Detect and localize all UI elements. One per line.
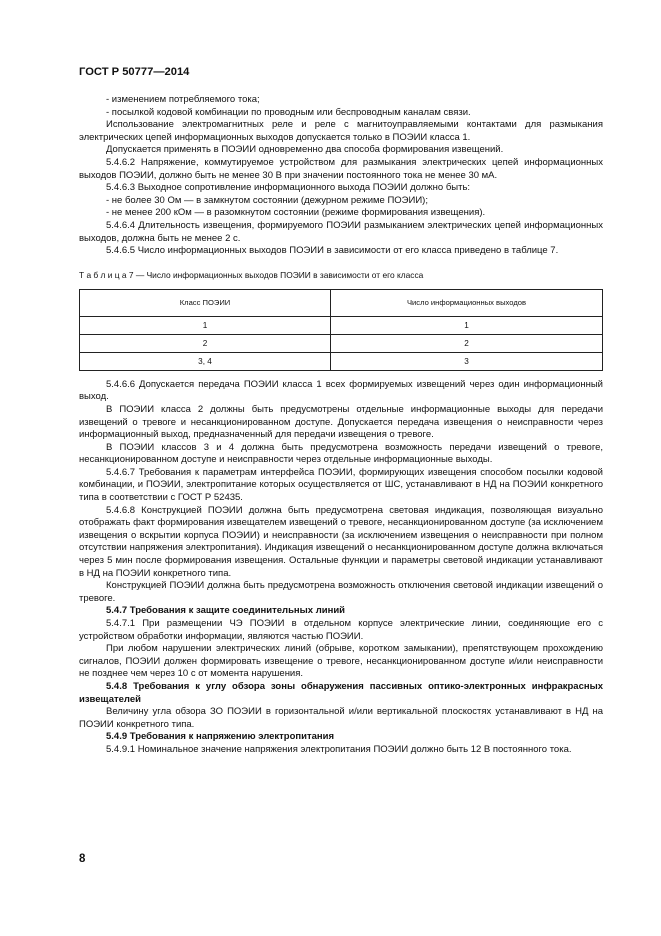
paragraph: В ПОЭИИ классов 3 и 4 должна быть предусмотрена возможность передачи извещений о тревоге, несанкционированном доступе и неисправности через отдельные информационные выходы.: [79, 441, 603, 466]
table-header-class: Класс ПОЭИИ: [80, 289, 331, 316]
paragraph: 5.4.6.8 Конструкцией ПОЭИИ должна быть предусмотрена световая индикация, позволяющая визуально отображать факт формирования извещателем извещений о тревоге, несанкционированном доступе (за исключением извещения о вскрытии корпуса ПОЭИИ) и неисправности (за исключением извещения о неисправности при полном отсутствии напряжения электропитания). Индикация извещений о несанкционированном доступе должна включаться через 5 мин после формирования извещения. Остальные функции и параметры световой индикации устанавливают в НД на ПОЭИИ конкретного типа.: [79, 504, 603, 579]
paragraph: 5.4.6.6 Допускается передача ПОЭИИ класса 1 всех формируемых извещений через один информационный выход.: [79, 378, 603, 403]
paragraphs-before-table: [79, 94, 603, 258]
paragraph: Величину угла обзора ЗО ПОЭИИ в горизонтальной и/или вертикальной плоскостях устанавливают в НД на ПОЭИИ конкретного типа.: [79, 706, 603, 730]
table-cell: 3: [331, 352, 603, 370]
document-header: ГОСТ Р 50777—2014: [79, 66, 190, 78]
section-heading: 5.4.7 Требования к защите соединительных линий: [106, 605, 346, 617]
paragraph: При любом нарушении электрических линий (обрыве, коротком замыкании), препятствующем прохождению сигналов, ПОЭИИ должен формировать извещение о тревоге, несанкционированном доступе и/или неисправности не позднее чем через 10 с от момента нарушения.: [79, 643, 603, 680]
paragraphs-after-table: [79, 379, 603, 757]
paragraph: - изменением потребляемого тока;: [106, 94, 260, 105]
paragraph: - не более 30 Ом — в замкнутом состоянии (дежурном режиме ПОЭИИ);: [106, 194, 428, 206]
paragraph: - не менее 200 кОм — в разомкнутом состоянии (режиме формирования извещения).: [106, 207, 486, 219]
section-heading: 5.4.8 Требования к углу обзора зоны обнаружения пассивных оптико-электронных инфракрасных извещателей: [79, 680, 603, 705]
paragraph: 5.4.6.3 Выходное сопротивление информационного выхода ПОЭИИ должно быть:: [106, 182, 471, 194]
table-row: [80, 352, 603, 370]
table-row: [80, 316, 603, 334]
paragraph: 5.4.7.1 При размещении ЧЭ ПОЭИИ в отдельном корпусе электрические линии, соединяющие его с устройством обработки информации, являются частью ПОЭИИ.: [79, 618, 603, 642]
table-cell: 3, 4: [80, 352, 331, 370]
paragraph: - посылкой кодовой комбинации по проводным или беспроводным каналам связи.: [106, 106, 471, 118]
table-7: [79, 289, 603, 371]
paragraph: 5.4.6.7 Требования к параметрам интерфейса ПОЭИИ, формирующих извещения способом посылки кодовой комбинации, и ПОЭИИ, электропитание которых осуществляется от ШС, устанавливают в НД на ПОЭИИ конкретного типа в соответствии с ГОСТ Р 52435.: [79, 466, 603, 504]
table-header-row: [80, 289, 603, 316]
table-row: [80, 334, 603, 352]
table-caption: Т а б л и ц а 7 — Число информационных выходов ПОЭИИ в зависимости от его класса: [79, 269, 424, 280]
paragraph: 5.4.6.4 Длительность извещения, формируемого ПОЭИИ размыканием электрических цепей информационных выходов, должна быть не менее 2 с.: [79, 219, 603, 244]
paragraph: Допускается применять в ПОЭИИ одновременно два способа формирования извещений.: [106, 144, 504, 156]
table-cell: 2: [80, 334, 331, 352]
paragraph: Использование электромагнитных реле и реле с магнитоуправляемыми контактами для размыкания электрических цепей информационных выходов допускается только в ПОЭИИ класса 1.: [79, 119, 603, 143]
paragraph: В ПОЭИИ класса 2 должны быть предусмотрены отдельные информационные выходы для передачи извещений о тревоге и несанкционированном доступе. Допускается передача извещения о неисправности через информационный выход, предназначенный для передачи извещения о тревоге.: [79, 403, 603, 441]
paragraph: 5.4.6.2 Напряжение, коммутируемое устройством для размыкания электрических цепей информационных выходов ПОЭИИ, должно быть не менее 30 В при значении постоянного тока не менее 30 мА.: [79, 156, 603, 181]
section-heading: 5.4.9 Требования к напряжению электропитания: [106, 731, 335, 743]
paragraph: 5.4.6.5 Число информационных выходов ПОЭИИ в зависимости от его класса приведено в таблице 7.: [106, 245, 559, 257]
document-body: [79, 94, 603, 757]
page-number: 8: [79, 853, 86, 865]
paragraph: 5.4.9.1 Номинальное значение напряжения электропитания ПОЭИИ должно быть 12 В постоянного тока.: [106, 743, 572, 755]
table-header-outputs: Число информационных выходов: [331, 289, 603, 316]
paragraph: Конструкцией ПОЭИИ должна быть предусмотрена возможность отключения световой индикации извещений о тревоге.: [79, 580, 603, 604]
table-cell: 2: [331, 334, 603, 352]
table-cell: 1: [331, 316, 603, 334]
table-cell: 1: [80, 316, 331, 334]
